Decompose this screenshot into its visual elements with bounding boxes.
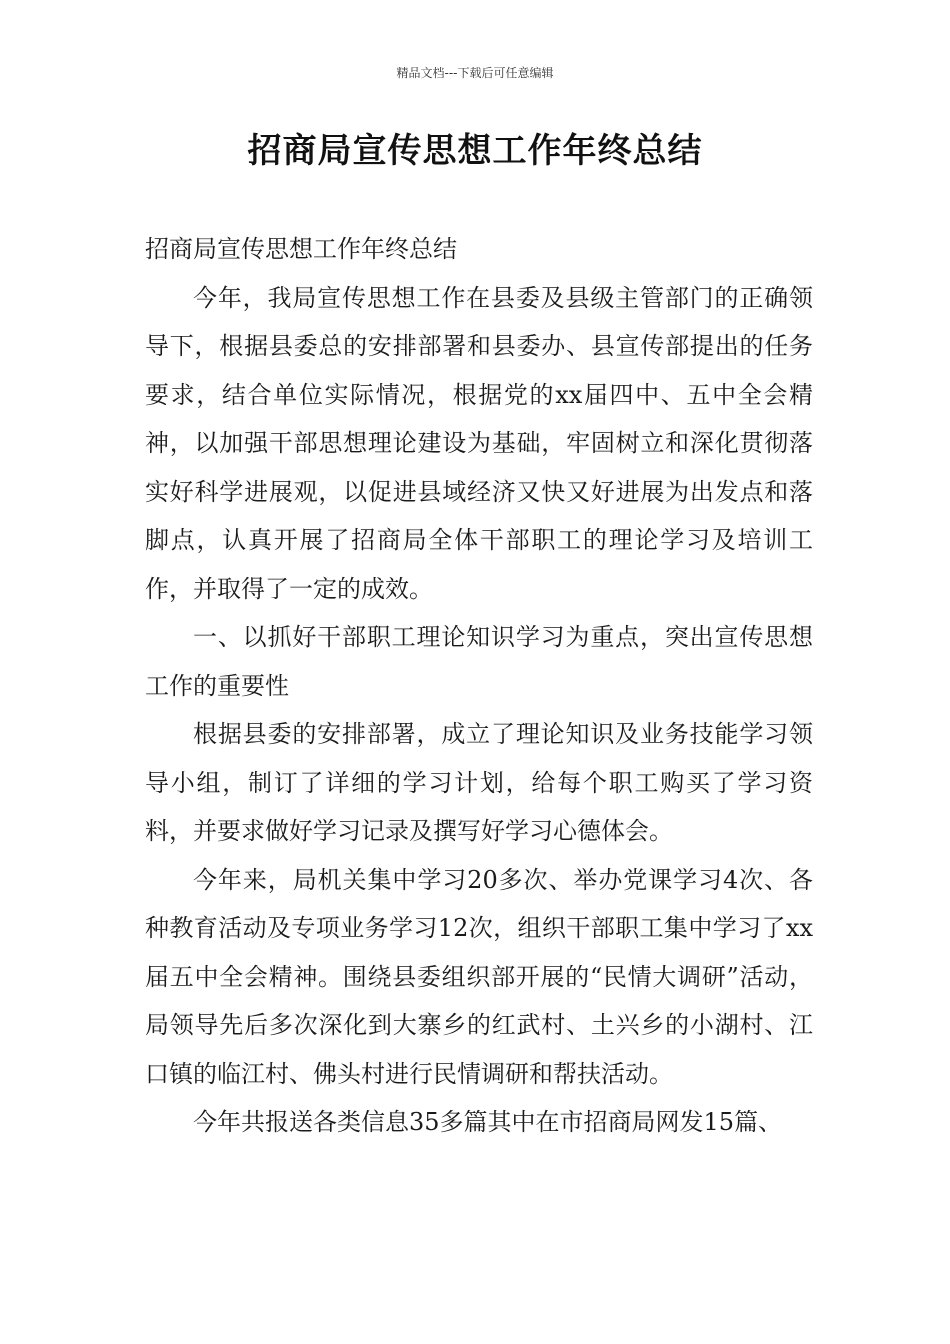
body-paragraph: 今年来，局机关集中学习20多次、举办党课学习4次、各种教育活动及专项业务学习12次，组织干部职工集中学习了xx届五中全会精神。围绕县委组织部开展的“民情大调研”活动，局领导先后多次深化到大寨乡的红武村、土兴乡的小湖村、江口镇的临江村、佛头村进行民情调研和帮扶活动。 xyxy=(145,865,813,1088)
subtitle-paragraph: 招商局宣传思想工作年终总结 xyxy=(145,235,457,263)
intro-paragraph: 今年，我局宣传思想工作在县委及县级主管部门的正确领导下，根据县委总的安排部署和县委办、县宣传部提出的任务要求，结合单位实际情况，根据党的xx届四中、五中全会精神，以加强干部思想理论建设为基础，牢固树立和深化贯彻落实好科学进展观，以促进县域经济又快又好进展为出发点和落脚点，认真开展了招商局全体干部职工的理论学习及培训工作，并取得了一定的成效。 xyxy=(145,283,813,603)
document-body xyxy=(145,225,813,1147)
header-note: 精品文档---下载后可任意编辑 xyxy=(396,66,554,80)
body-paragraph: 今年共报送各类信息35多篇其中在市招商局网发15篇、 xyxy=(193,1108,783,1136)
document-title: 招商局宣传思想工作年终总结 xyxy=(247,131,703,171)
section-heading-1: 一、以抓好干部职工理论知识学习为重点，突出宣传思想工作的重要性 xyxy=(145,623,813,700)
body-paragraph: 根据县委的安排部署，成立了理论知识及业务技能学习领导小组，制订了详细的学习计划，给每个职工购买了学习资料，并要求做好学习记录及撰写好学习心德体会。 xyxy=(145,720,813,845)
